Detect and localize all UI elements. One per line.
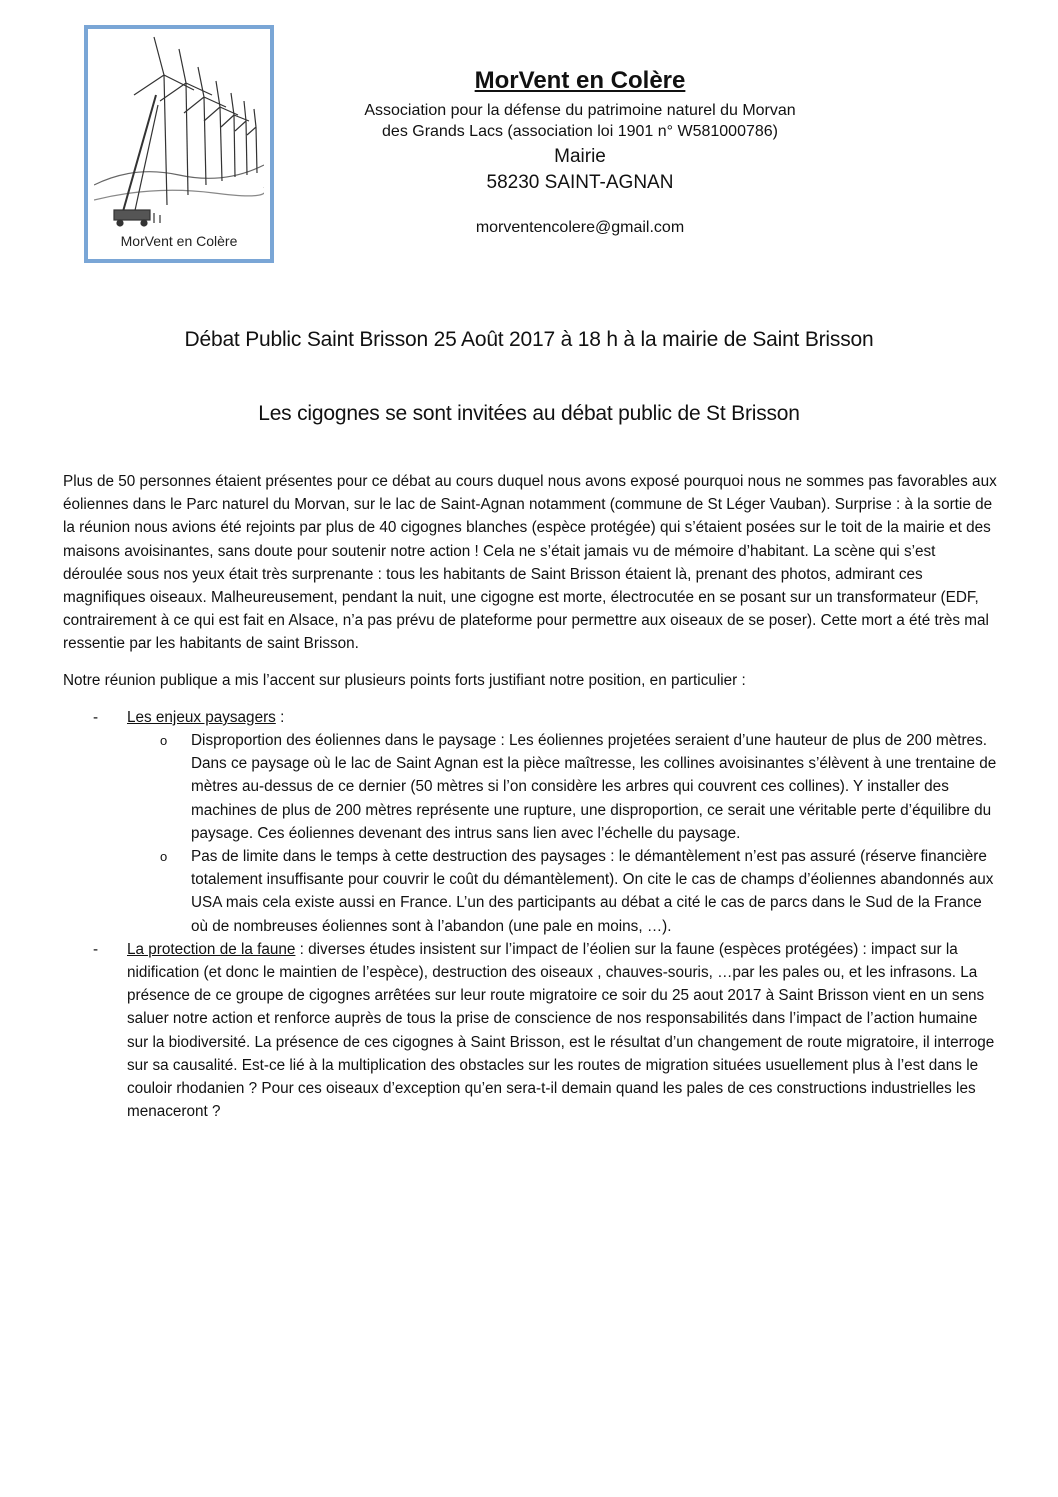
list-item	[63, 706, 998, 938]
sub-list-item-text: Pas de limite dans le temps à cette destruction des paysages : le démantèlement n’est pas assuré (réserve financière totalement insuffisante pour couvrir le coût du démantèlement). On cite le cas de champs d’éoliennes abandonnés aux USA mais cela existe aussi en France. L’un des participants au débat a cité le cas de parcs dans le Sud de la France où de nombreuses éoliennes sont à l’abandon (une pale en moins, …).	[191, 848, 994, 935]
paragraph: Plus de 50 personnes étaient présentes pour ce débat au cours duquel nous avons exposé pourquoi nous ne sommes pas favorables aux éoliennes dans le Parc naturel du Morvan, sur le lac de Saint-Agnan notamment (commune de St Léger Vauban). Surprise : à la sortie de la réunion nous avions été rejoints par plus de 40 cigognes blanches (espèce protégée) qui s’étaient posées sur le toit de la mairie et des maisons avoisinantes, sans doute pour soutenir notre action ! Cela ne s’était jamais vu de mémoire d’habitant. La scène qui s’est déroulée sous nos yeux était très surprenante : tous les habitants de Saint Brisson étaient là, prenant des photos, admirant ces magnifiques oiseaux. Malheureusement, pendant la nuit, une cigogne est morte, électrocutée en se posant sur un transformateur (EDF, contrairement à ce qui est fait en Alsace, n’a pas prévu de plateforme pour permettre aux oiseaux de se poser). Cette mort a été très mal ressentie par les habitants de saint Brisson.	[63, 473, 997, 653]
logo-caption: MorVent en Colère	[120, 233, 238, 249]
sub-list-item	[127, 729, 998, 845]
sub-list-item	[127, 845, 998, 938]
article-title: Les cigognes se sont invitées au débat public de St Brisson	[258, 402, 800, 425]
paragraph: Notre réunion publique a mis l’accent sur plusieurs points forts justifiant notre position, en particulier :	[63, 671, 746, 689]
list-item-text: : diverses études insistent sur l’impact de l’éolien sur la faune (espèces protégées) : impact sur la nidification (et donc le maintien de l’espèce), destruction des oiseaux , chauves-souris, …par les pales ou, et les infrasons. La présence de ce groupe de cigognes arrêtées sur leur route migratoire ce soir du 25 aout 2017 à Saint Brisson vient en un sens saluer notre action et renforce auprès de tous la prise de conscience de nos responsabilités dans l’impact de l’action humaine sur la biodiversité. La présence de ces cigognes à Saint Brisson, est le résultat d’un changement de route migratoire, il interroge sur sa causalité. Est-ce lié à la multiplication des obstacles sur les routes de migration situées usuellement plus à l’est dans le couloir rhodanien ? Pour ces oiseaux d’exception qu’en sera-t-il demain quand les pales de ces constructions industrielles les menaceront ?	[127, 940, 995, 1121]
contact-email: morventencolere@gmail.com	[475, 219, 685, 236]
list-item-heading: La protection de la faune	[127, 940, 296, 958]
organization-description-line-2: des Grands Lacs (association loi 1901 n° W581000786)	[382, 123, 778, 140]
list-item-text: :	[275, 708, 285, 726]
organization-description-line-1: Association pour la défense du patrimoine naturel du Morvan	[364, 102, 796, 119]
sub-list-item-text: Disproportion des éoliennes dans le paysage : Les éoliennes projetées seraient d’une hauteur de plus de 200 mètres. Dans ce paysage où le lac de Saint Agnan est la pièce maîtresse, les collines avoisinantes s’élèvent à une trentaine de mètres au-dessus de ce dernier (50 mètres si l’on considère les arbres qui couvrent ces collines). Y installer des machines de plus de 200 mètres représente une rupture, une disproportion, ce serait une véritable perte d’équilibre du paysage. Ces éoliennes devenant des intrus sans lien avec l’échelle du paysage.	[191, 732, 997, 842]
address-line-2: 58230 SAINT-AGNAN	[486, 172, 674, 193]
list-item-heading: Les enjeux paysagers	[127, 708, 276, 726]
article-body	[63, 470, 998, 1123]
circle-bullet: o	[160, 733, 168, 749]
event-title: Débat Public Saint Brisson 25 Août 2017 à 18 h à la mairie de Saint Brisson	[184, 328, 874, 351]
address-line-1: Mairie	[554, 146, 606, 167]
letterhead	[320, 66, 840, 238]
circle-bullet: o	[160, 849, 168, 865]
organization-name: MorVent en Colère	[474, 67, 686, 94]
wind-turbines-drawing-icon	[94, 35, 264, 231]
association-logo	[84, 25, 274, 263]
dash-bullet: -	[93, 940, 99, 958]
list-item	[63, 938, 998, 1124]
points-list	[63, 706, 998, 1124]
sub-list	[127, 729, 998, 938]
dash-bullet: -	[93, 708, 99, 726]
